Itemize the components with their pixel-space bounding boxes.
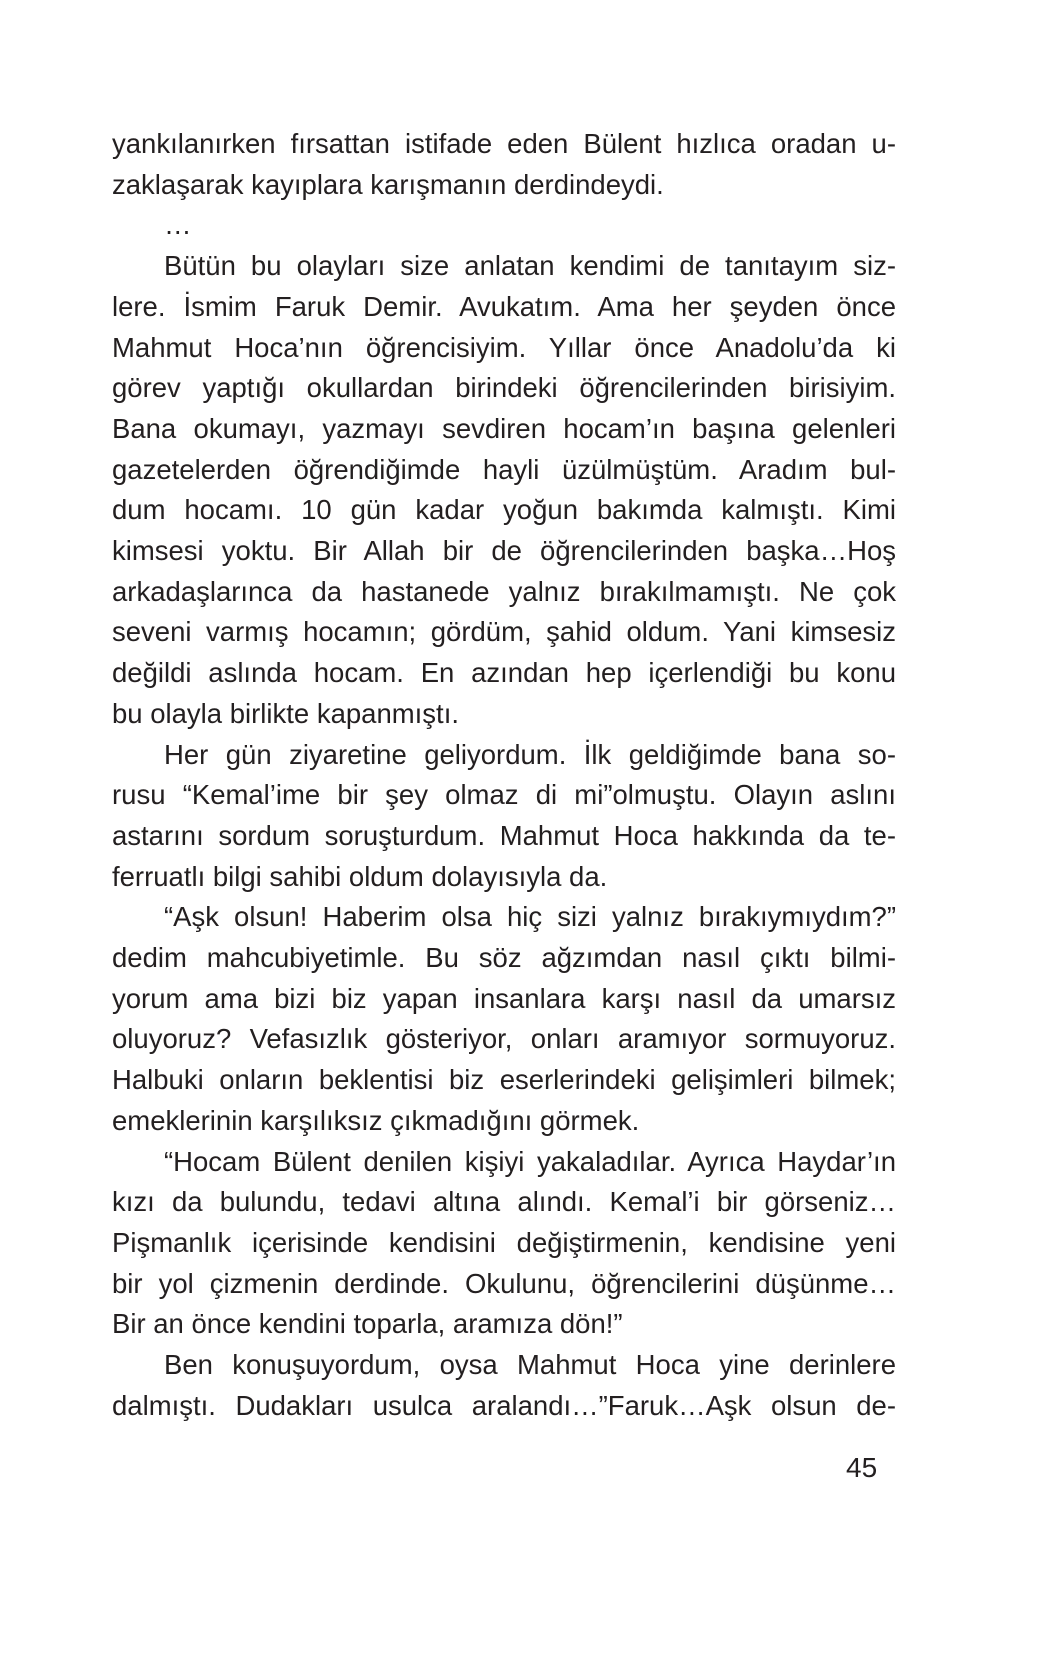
text-line: Her gün ziyaretine geliyordum. İlk geldiğimde bana so- bbox=[164, 738, 896, 770]
text-line: … bbox=[164, 209, 192, 241]
text-line: Bütün bu olayları size anlatan kendimi de tanıtayım siz- bbox=[164, 250, 896, 282]
text-line: “Aşk olsun! Haberim olsa hiç sizi yalnız bırakıymıydım?” bbox=[164, 901, 896, 933]
text-line: oluyoruz? Vefasızlık gösteriyor, onları aramıyor sormuyoruz. bbox=[112, 1023, 896, 1055]
text-line: Bana okumayı, yazmayı sevdiren hocam’ın başına gelenleri bbox=[112, 412, 896, 444]
text-line: astarını sordum soruşturdum. Mahmut Hoca hakkında da te- bbox=[112, 819, 896, 851]
text-line: rusu “Kemal’ime bir şey olmaz di mi”olmuştu. Olayın aslını bbox=[112, 779, 896, 811]
text-line: Halbuki onların beklentisi biz eserlerindeki gelişimleri bilmek; bbox=[112, 1064, 896, 1096]
text-line: Ben konuşuyordum, oysa Mahmut Hoca yine derinlere bbox=[164, 1349, 896, 1381]
text-line: Pişmanlık içerisinde kendisini değiştirmenin, kendisine yeni bbox=[112, 1226, 896, 1258]
text-line: seveni varmış hocamın; gördüm, şahid oldum. Yani kimsesiz bbox=[112, 616, 896, 648]
text-line: ferruatlı bilgi sahibi oldum dolayısıyla da. bbox=[112, 860, 608, 892]
text-line: yorum ama bizi biz yapan insanlara karşı nasıl da umarsız bbox=[112, 982, 896, 1014]
text-line: zaklaşarak kayıplara karışmanın derdindeydi. bbox=[112, 168, 664, 200]
page-number: 45 bbox=[846, 1452, 878, 1483]
text-line: Bir an önce kendini toparla, aramıza dön!” bbox=[112, 1308, 623, 1340]
text-line: yankılanırken fırsattan istifade eden Bülent hızlıca oradan u- bbox=[112, 128, 896, 159]
text-line: arkadaşlarınca da hastanede yalnız bırakılmamıştı. Ne çok bbox=[112, 575, 896, 607]
text-line: bir yol çizmenin derdinde. Okulunu, öğrencilerini düşünme… bbox=[112, 1267, 896, 1299]
text-line: emeklerinin karşılıksız çıkmadığını görmek. bbox=[112, 1104, 640, 1136]
text-line: bu olayla birlikte kapanmıştı. bbox=[112, 697, 459, 729]
text-line: dalmıştı. Dudakları usulca aralandı…”Faruk…Aşk olsun de- bbox=[112, 1389, 896, 1421]
text-line: görev yaptığı okullardan birindeki öğrencilerinden birisiyim. bbox=[112, 372, 896, 404]
text-line: değildi aslında hocam. En azından hep içerlendiği bu konu bbox=[112, 657, 896, 689]
text-line: kızı da bulundu, tedavi altına alındı. Kemal’i bir görseniz… bbox=[112, 1186, 896, 1218]
text-line: dedim mahcubiyetimle. Bu söz ağzımdan nasıl çıktı bilmi- bbox=[112, 942, 896, 974]
text-line: kimsesi yoktu. Bir Allah bir de öğrencilerinden başka…Hoş bbox=[112, 535, 896, 567]
text-line: “Hocam Bülent denilen kişiyi yakaladılar. Ayrıca Haydar’ın bbox=[164, 1145, 896, 1177]
text-line: lere. İsmim Faruk Demir. Avukatım. Ama her şeyden önce bbox=[112, 290, 896, 322]
page-body-text bbox=[112, 124, 896, 1427]
text-line: dum hocamı. 10 gün kadar yoğun bakımda kalmıştı. Kimi bbox=[112, 494, 896, 526]
text-line: gazetelerden öğrendiğimde hayli üzülmüştüm. Aradım bul- bbox=[112, 453, 896, 485]
text-line: Mahmut Hoca’nın öğrencisiyim. Yıllar önce Anadolu’da ki bbox=[112, 331, 896, 363]
